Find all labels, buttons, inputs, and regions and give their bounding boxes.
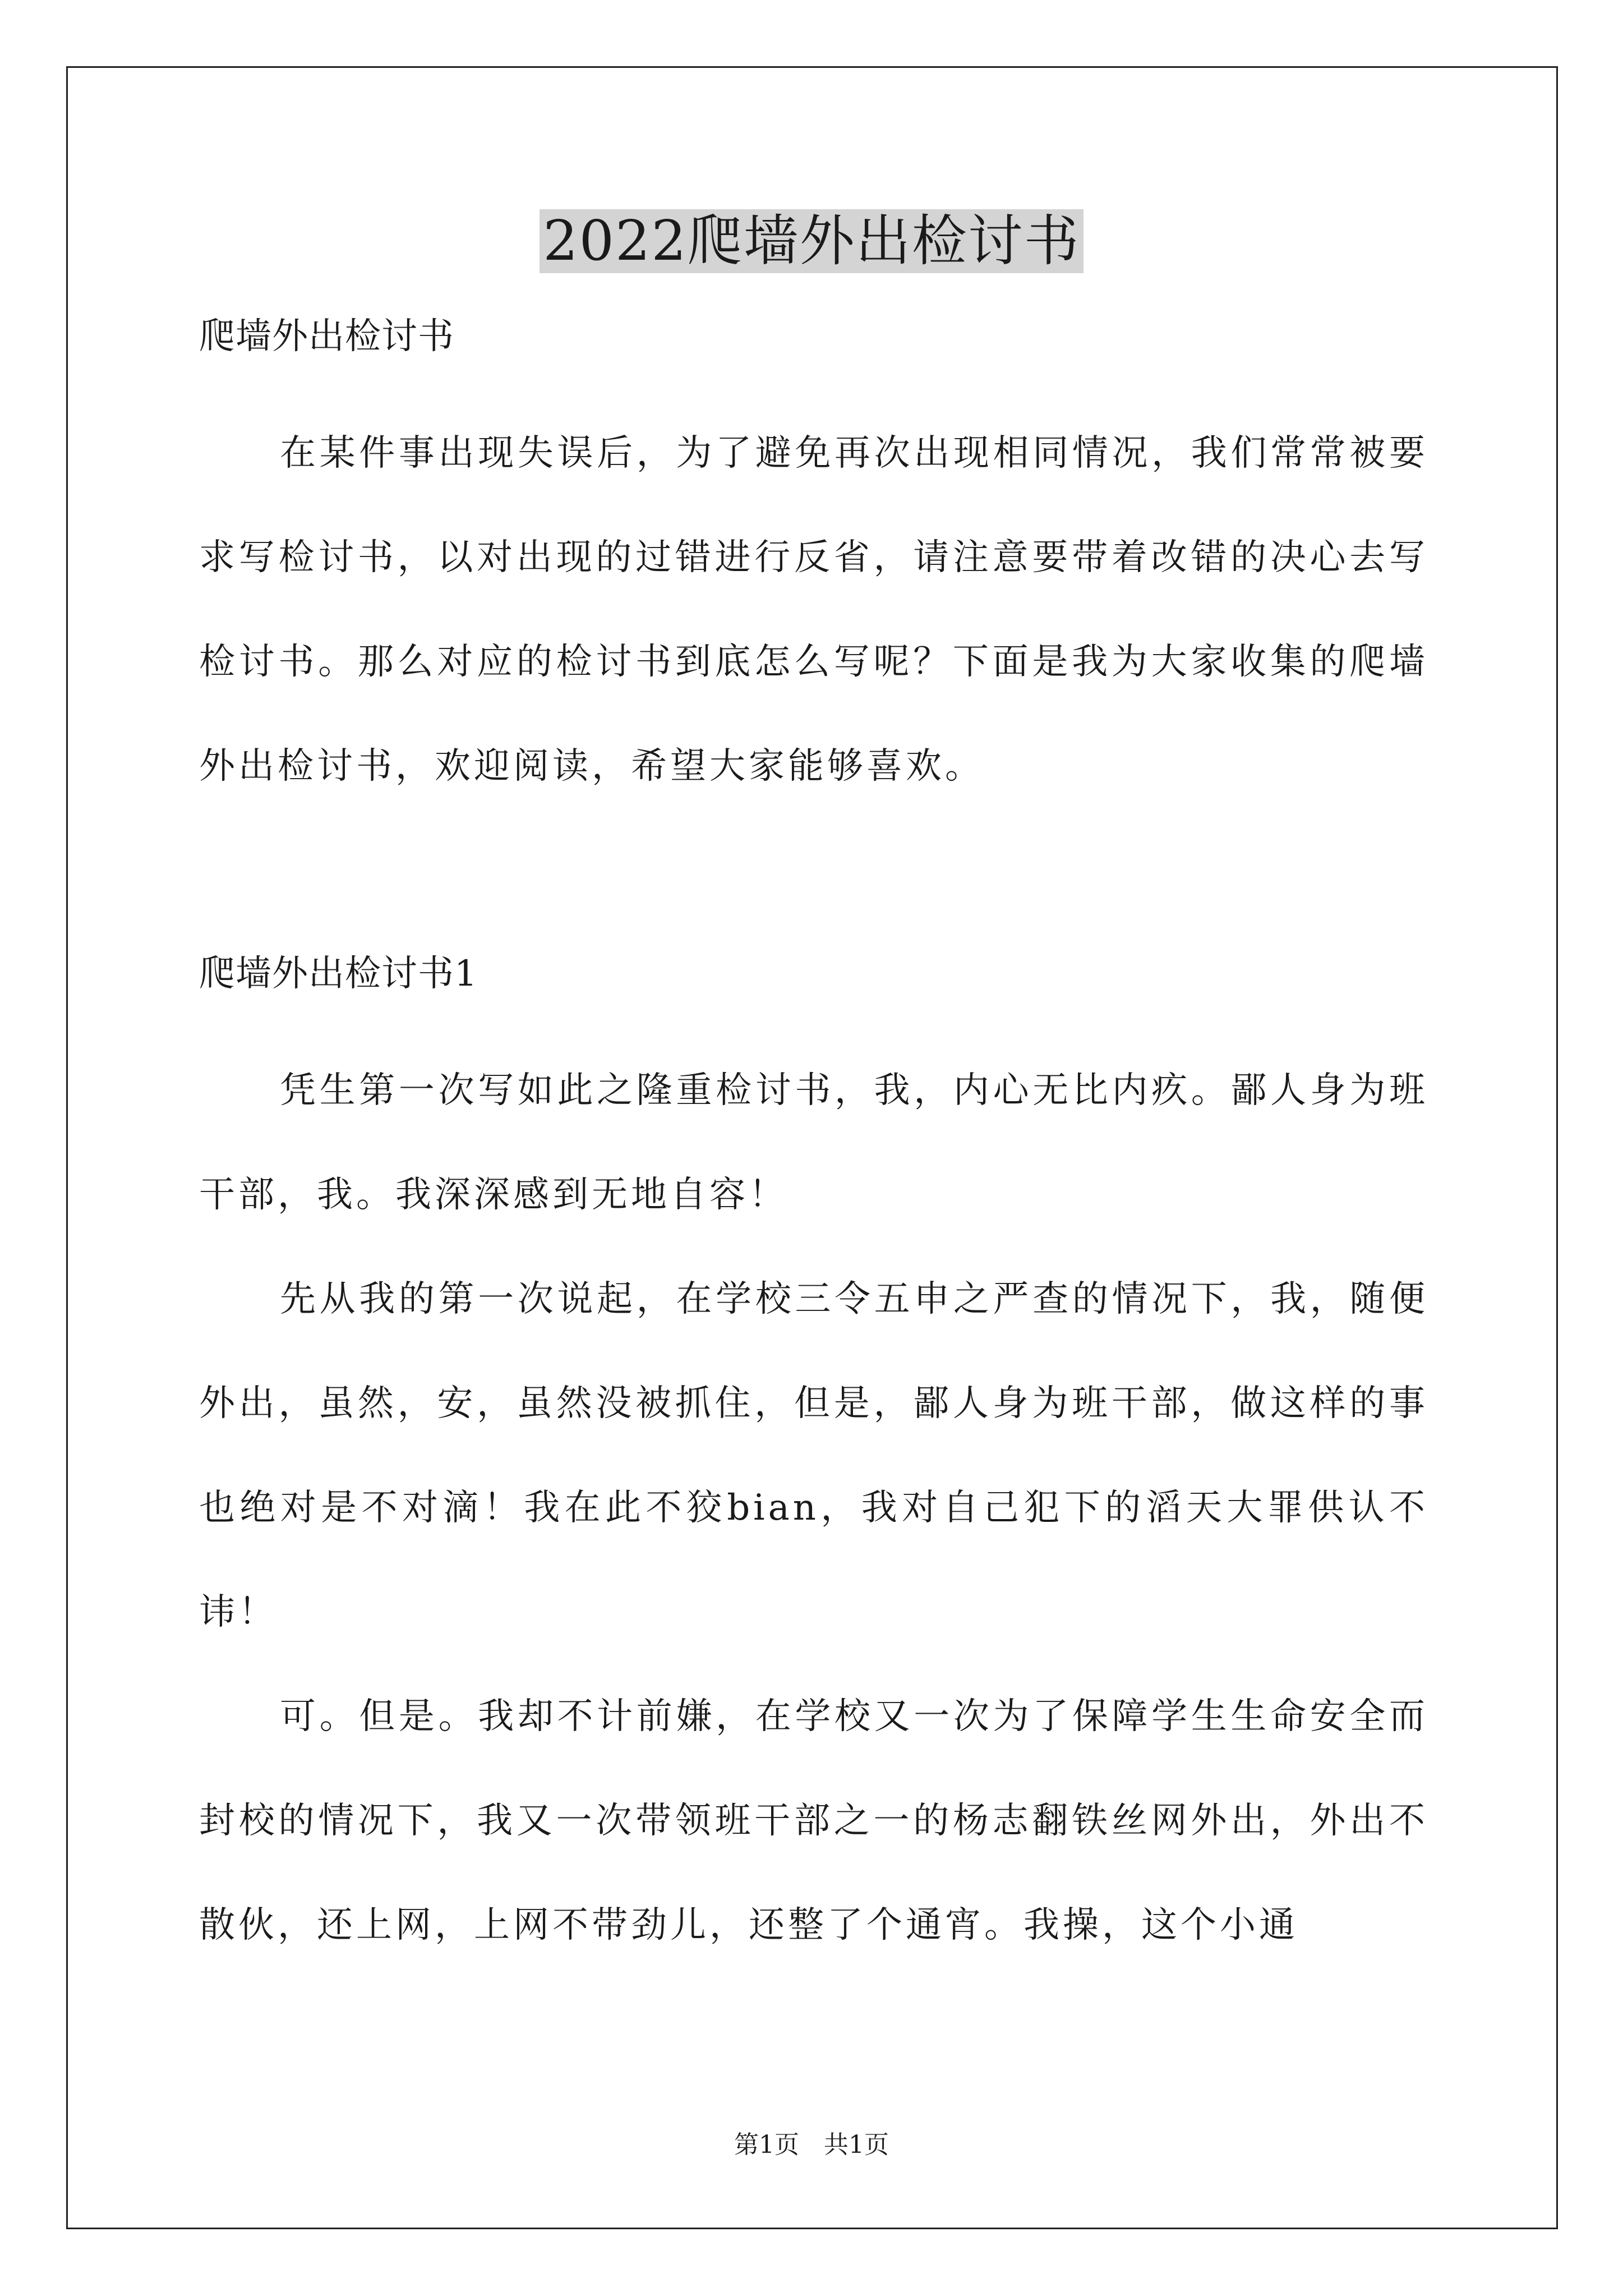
spacer bbox=[199, 362, 1428, 401]
body-paragraph-3: 可。但是。我却不计前嫌，在学校又一次为了保障学生生命安全而封校的情况下，我又一次带领班干部之一的杨志翻铁丝网外出，外出不散伙，还上网，上网不带劲儿，还整了个通宵。我操，这个小通 bbox=[199, 1696, 1428, 1946]
document-body bbox=[199, 311, 1428, 1977]
page-number: 第1页 bbox=[734, 2131, 799, 2159]
body-paragraph-2: 先从我的第一次说起，在学校三令五申之严查的情况下，我，随便外出，虽然，安，虽然没被抓住，但是，鄙人身为班干部，做这样的事也绝对是不对滴！我在此不狡bian，我对自己犯下的滔天大罪供认不讳！ bbox=[199, 1278, 1428, 1633]
spacer bbox=[199, 999, 1428, 1038]
section-heading: 爬墙外出检讨书1 bbox=[199, 953, 478, 995]
body-paragraph-1: 凭生第一次写如此之隆重检讨书，我，内心无比内疚。鄙人身为班干部，我。我深深感到无地自容！ bbox=[199, 1070, 1428, 1216]
page-total: 共1页 bbox=[824, 2131, 889, 2159]
intro-paragraph: 在某件事出现失误后，为了避免再次出现相同情况，我们常常被要求写检讨书，以对出现的过错进行反省，请注意要带着改错的决心去写检讨书。那么对应的检讨书到底怎么写呢？下面是我为大家收集的爬墙外出检讨书，欢迎阅读，希望大家能够喜欢。 bbox=[199, 432, 1428, 787]
intro-heading: 爬墙外出检讨书 bbox=[199, 316, 454, 357]
spacer bbox=[199, 818, 1428, 949]
document-title bbox=[0, 208, 1623, 275]
document-title-text: 2022爬墙外出检讨书 bbox=[540, 209, 1083, 273]
page-footer bbox=[0, 2128, 1623, 2162]
